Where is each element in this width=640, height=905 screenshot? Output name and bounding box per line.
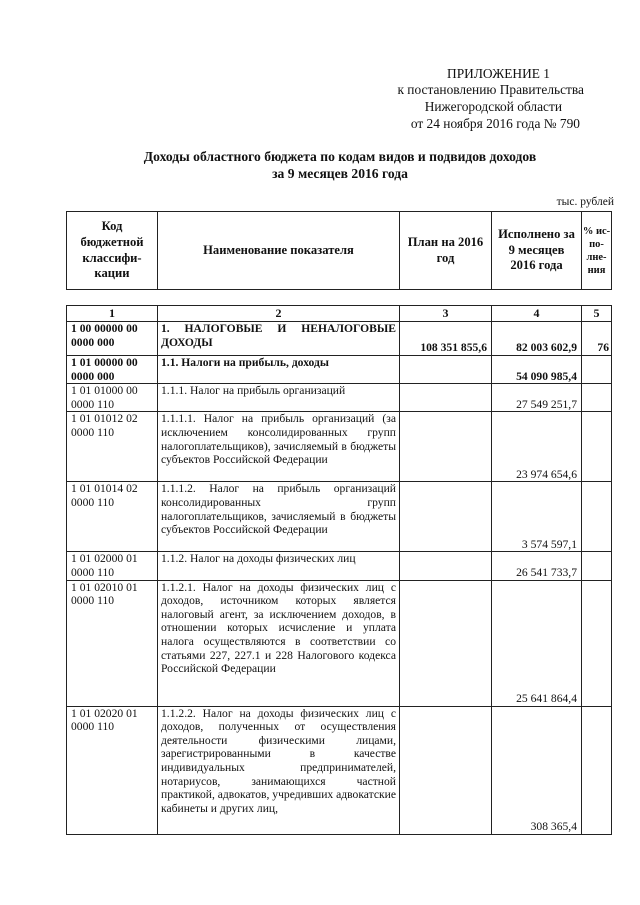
- row-name: 1. НАЛОГОВЫЕ И НЕНАЛОГОВЫЕ ДОХОДЫ: [158, 322, 400, 356]
- table-row: [67, 580, 612, 706]
- column-number: 3: [400, 306, 492, 322]
- row-percent: [582, 482, 612, 552]
- appendix-line: к постановлению Правительства: [397, 82, 584, 97]
- row-percent: [582, 412, 612, 482]
- column-number: 2: [158, 306, 400, 322]
- row-code: 1 01 02020 01 0000 110: [67, 706, 158, 834]
- row-plan: [400, 580, 492, 706]
- row-code: 1 01 01012 02 0000 110: [67, 412, 158, 482]
- row-name: 1.1.1.1. Налог на прибыль организаций (за исключением консолидированных групп налогоплательщиков), зачисляемый в бюджеты субъектов Российской Федерации: [158, 412, 400, 482]
- table-row: [67, 706, 612, 834]
- column-number: 1: [67, 306, 158, 322]
- row-executed: 26 541 733,7: [492, 552, 582, 580]
- row-percent: [582, 580, 612, 706]
- row-code: 1 01 01000 00 0000 110: [67, 384, 158, 412]
- row-plan: [400, 384, 492, 412]
- document-subtitle: за 9 месяцев 2016 года: [272, 166, 408, 181]
- row-name: 1.1.1.2. Налог на прибыль организаций консолидированных групп налогоплательщиков, зачисляемый в бюджеты субъектов Российской Федерации: [158, 482, 400, 552]
- row-name: 1.1.2.1. Налог на доходы физических лиц с доходов, источником которых является налоговый агент, за исключением доходов, в отношении которых исчисление и уплата налога осуществляются в соответствии со статьями 227, 227.1 и 228 Налогового кодекса Российской Федерации: [158, 580, 400, 706]
- table-row: [67, 384, 612, 412]
- header-code: Код бюджетной классифи-кации: [67, 212, 158, 290]
- row-name: 1.1. Налоги на прибыль, доходы: [158, 356, 400, 384]
- column-number: 4: [492, 306, 582, 322]
- row-code: 1 01 02000 01 0000 110: [67, 552, 158, 580]
- row-executed: 27 549 251,7: [492, 384, 582, 412]
- row-percent: [582, 384, 612, 412]
- column-number: 5: [582, 306, 612, 322]
- row-name: 1.1.1. Налог на прибыль организаций: [158, 384, 400, 412]
- row-plan: [400, 482, 492, 552]
- appendix-line: Нижегородской области: [424, 99, 562, 114]
- header-percent: % ис-по-лне-ния: [582, 212, 612, 290]
- data-table: [66, 305, 612, 835]
- units-label: тыс. рублей: [556, 196, 614, 208]
- table-row: [67, 412, 612, 482]
- row-code: 1 00 00000 00 0000 000: [67, 322, 158, 356]
- row-plan: [400, 356, 492, 384]
- row-executed: 54 090 985,4: [492, 356, 582, 384]
- row-executed: 82 003 602,9: [492, 322, 582, 356]
- header-name: Наименование показателя: [158, 212, 400, 290]
- row-executed: 23 974 654,6: [492, 412, 582, 482]
- row-percent: [582, 552, 612, 580]
- row-plan: [400, 552, 492, 580]
- row-name: 1.1.2.2. Налог на доходы физических лиц с доходов, полученных от осуществления деятельности физическими лицами, зарегистрированными в качестве индивидуальных предпринимателей, нотариусов, занимающихся частной практикой, адвокатов, учредивших адвокатские кабинеты и других лиц,: [158, 706, 400, 834]
- row-plan: 108 351 855,6: [400, 322, 492, 356]
- appendix-line: от 24 ноября 2016 года № 790: [410, 116, 580, 131]
- header-plan: План на 2016 год: [400, 212, 492, 290]
- row-percent: [582, 356, 612, 384]
- header-executed: Исполнено за 9 месяцев 2016 года: [492, 212, 582, 290]
- row-executed: 25 641 864,4: [492, 580, 582, 706]
- table-row: [67, 356, 612, 384]
- row-code: 1 01 02010 01 0000 110: [67, 580, 158, 706]
- row-percent: 76: [582, 322, 612, 356]
- document-title: Доходы областного бюджета по кодам видов и подвидов доходов: [143, 149, 537, 164]
- row-executed: 308 365,4: [492, 706, 582, 834]
- table-row: [67, 552, 612, 580]
- row-plan: [400, 706, 492, 834]
- header-table: [66, 211, 612, 290]
- row-name: 1.1.2. Налог на доходы физических лиц: [158, 552, 400, 580]
- appendix-title: ПРИЛОЖЕНИЕ 1: [447, 66, 550, 81]
- table-row: [67, 322, 612, 356]
- row-code: 1 01 01014 02 0000 110: [67, 482, 158, 552]
- row-executed: 3 574 597,1: [492, 482, 582, 552]
- table-row: [67, 482, 612, 552]
- row-percent: [582, 706, 612, 834]
- row-plan: [400, 412, 492, 482]
- row-code: 1 01 00000 00 0000 000: [67, 356, 158, 384]
